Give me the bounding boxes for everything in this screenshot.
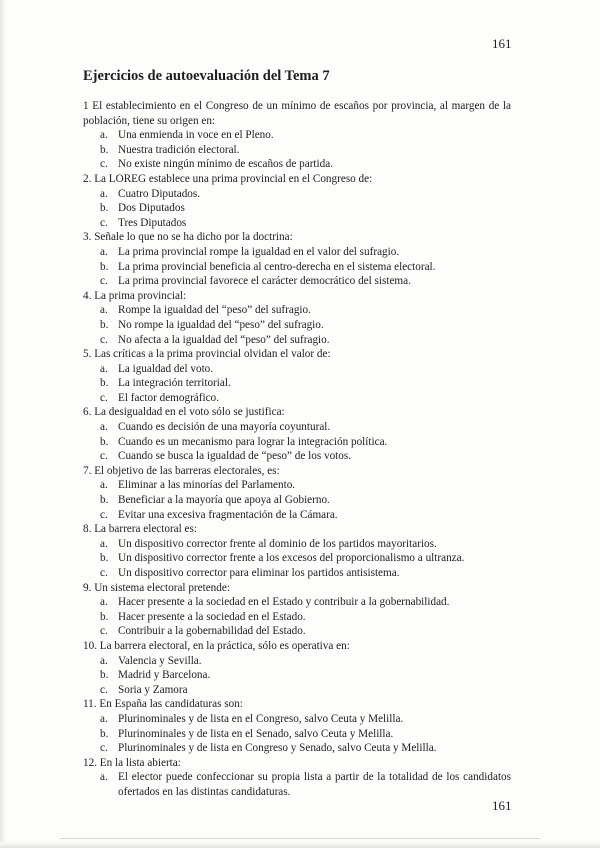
question-item: [83, 581, 511, 639]
question-item: [83, 405, 511, 463]
answer-option: [83, 449, 511, 464]
option-letter: a.: [100, 421, 108, 434]
question-text: 12. En la lista abierta:: [83, 756, 181, 769]
option-text: Cuando es decisión de una mayoría coyuntural.: [118, 421, 331, 434]
answer-option: [83, 333, 511, 348]
question-text: 9. Un sistema electoral pretende:: [83, 581, 230, 594]
page-number-bottom: 161: [492, 798, 512, 813]
answer-options: [83, 595, 511, 639]
answer-option: [83, 624, 511, 639]
option-text: Evitar una excesiva fragmentación de la Cámara.: [118, 508, 338, 521]
answer-options: [83, 187, 511, 231]
option-text: El factor demográfico.: [118, 391, 219, 404]
option-letter: c.: [100, 742, 108, 755]
answer-option: [83, 318, 511, 333]
option-letter: b.: [100, 727, 109, 740]
question-item: [83, 289, 511, 347]
answer-options: [83, 712, 511, 756]
option-text: Un dispositivo corrector para eliminar los partidos antisistema.: [118, 567, 400, 579]
option-letter: a.: [100, 771, 108, 784]
answer-option: [83, 420, 511, 435]
option-text: Beneficiar a la mayoría que apoya al Gobierno.: [118, 494, 330, 507]
option-letter: a.: [100, 362, 108, 375]
option-text: La integración territorial.: [118, 377, 231, 390]
question-item: [83, 639, 511, 697]
option-letter: a.: [100, 187, 108, 200]
option-letter: b.: [100, 143, 109, 156]
option-letter: a.: [100, 654, 108, 667]
answer-options: [83, 537, 511, 581]
option-letter: b.: [100, 435, 109, 448]
answer-option: [83, 376, 511, 391]
question-text: 1 El establecimiento en el Congreso de un mínimo de escaños por provincia, al margen de la población, tiene su origen en:: [83, 100, 511, 127]
answer-option: [83, 770, 511, 799]
option-letter: a.: [100, 712, 108, 725]
option-letter: a.: [100, 537, 108, 550]
option-letter: c.: [100, 275, 108, 288]
answer-option: [83, 245, 511, 260]
option-letter: b.: [100, 377, 109, 390]
question-text: 5. Las críticas a la prima provincial olvidan el valor de:: [83, 348, 331, 361]
answer-option: [83, 435, 511, 450]
option-text: Plurinominales y de lista en el Senado, salvo Ceuta y Melilla.: [118, 727, 394, 740]
question-text: 11. En España las candidaturas son:: [83, 698, 243, 711]
option-letter: a.: [100, 129, 108, 142]
answer-option: [83, 274, 511, 289]
answer-option: [83, 654, 511, 669]
answer-options: [83, 128, 511, 172]
option-text: No rompe la igualdad del “peso” del sufragio.: [118, 318, 324, 331]
scan-artifact-line: [60, 838, 540, 839]
answer-option: [83, 508, 511, 523]
option-letter: c.: [100, 508, 108, 521]
option-text: Cuando se busca la igualdad de “peso” de los votos.: [118, 450, 352, 463]
option-letter: b.: [100, 494, 109, 507]
option-text: Una enmienda in voce en el Pleno.: [118, 129, 274, 142]
answer-option: [83, 683, 511, 698]
option-text: Hacer presente a la sociedad en el Estado.: [118, 610, 306, 623]
option-letter: b.: [100, 202, 109, 215]
page-number-top: 161: [492, 36, 512, 51]
answer-options: [83, 770, 511, 799]
answer-option: [83, 201, 511, 216]
option-text: La prima provincial favorece el carácter democrático del sistema.: [118, 275, 411, 288]
question-item: [83, 230, 511, 288]
option-text: No existe ningún mínimo de escaños de partida.: [118, 158, 333, 171]
option-letter: c.: [100, 683, 108, 696]
option-text: No afecta a la igualdad del “peso” del sufragio.: [118, 333, 330, 346]
option-letter: c.: [100, 216, 108, 229]
option-letter: b.: [100, 669, 109, 682]
page-title: Ejercicios de autoevaluación del Tema 7: [83, 68, 330, 84]
option-text: Hacer presente a la sociedad en el Estado y contribuir a la gobernabilidad.: [118, 596, 450, 609]
option-letter: b.: [100, 552, 109, 565]
option-letter: a.: [100, 479, 108, 492]
answer-option: [83, 595, 511, 610]
answer-option: [83, 668, 511, 683]
answer-option: [83, 566, 511, 581]
question-text: 8. La barrera electoral es:: [83, 523, 197, 536]
option-text: La prima provincial beneficia al centro-derecha en el sistema electoral.: [118, 260, 436, 273]
option-text: Un dispositivo corrector frente a los excesos del proporcionalismo a ultranza.: [118, 552, 465, 565]
option-text: Nuestra tradición electoral.: [118, 143, 240, 156]
answer-option: [83, 551, 511, 566]
answer-option: [83, 216, 511, 231]
option-text: Cuando es un mecanismo para lograr la integración política.: [118, 435, 388, 448]
question-text: 10. La barrera electoral, en la práctica, sólo es operativa en:: [83, 639, 350, 652]
option-letter: b.: [100, 610, 109, 623]
question-item: [83, 172, 511, 230]
option-text: Valencia y Sevilla.: [118, 654, 202, 667]
answer-option: [83, 391, 511, 406]
option-letter: b.: [100, 318, 109, 331]
option-text: Tres Diputados: [118, 216, 187, 229]
answer-option: [83, 143, 511, 158]
answer-option: [83, 610, 511, 625]
answer-option: [83, 478, 511, 493]
option-letter: c.: [100, 391, 108, 404]
question-text: 6. La desigualdad en el voto sólo se justifica:: [83, 406, 285, 419]
answer-option: [83, 260, 511, 275]
answer-options: [83, 303, 511, 347]
option-text: Rompe la igualdad del “peso” del sufragio.: [118, 304, 311, 317]
answer-option: [83, 741, 511, 756]
answer-option: [83, 712, 511, 727]
option-text: Cuatro Diputados.: [118, 187, 201, 200]
question-item: [83, 756, 511, 800]
question-item: [83, 697, 511, 755]
answer-options: [83, 478, 511, 522]
page-left-shadow: [0, 0, 6, 848]
option-letter: c.: [100, 158, 108, 171]
answer-options: [83, 420, 511, 464]
option-text: La igualdad del voto.: [118, 362, 214, 375]
option-letter: b.: [100, 260, 109, 273]
option-text: Plurinominales y de lista en Congreso y Senado, salvo Ceuta y Melilla.: [118, 742, 437, 755]
option-text: Un dispositivo corrector frente al dominio de los partidos mayoritarios.: [118, 537, 437, 550]
answer-option: [83, 303, 511, 318]
option-letter: c.: [100, 450, 108, 463]
question-item: [83, 522, 511, 580]
option-letter: c.: [100, 625, 108, 638]
question-text: 4. La prima provincial:: [83, 289, 187, 302]
option-text: Soria y Zamora: [118, 683, 188, 696]
question-list: [83, 99, 511, 800]
option-text: Eliminar a las minorías del Parlamento.: [118, 479, 296, 492]
option-letter: a.: [100, 245, 108, 258]
option-text: Contribuir a la gobernabilidad del Estado.: [118, 625, 306, 638]
answer-options: [83, 654, 511, 698]
answer-option: [83, 537, 511, 552]
answer-option: [83, 727, 511, 742]
page-bottom-shadow: [0, 842, 600, 848]
option-text: Dos Diputados: [118, 202, 185, 215]
answer-option: [83, 128, 511, 143]
option-text: Madrid y Barcelona.: [118, 669, 211, 682]
option-letter: c.: [100, 567, 108, 579]
option-text: Plurinominales y de lista en el Congreso, salvo Ceuta y Melilla.: [118, 712, 404, 725]
question-item: [83, 347, 511, 405]
question-text: 2. La LOREG establece una prima provincial en el Congreso de:: [83, 172, 373, 185]
answer-option: [83, 187, 511, 202]
question-text: 3. Señale lo que no se ha dicho por la doctrina:: [83, 231, 293, 244]
question-item: [83, 99, 511, 172]
option-letter: a.: [100, 596, 108, 609]
option-letter: c.: [100, 333, 108, 346]
question-item: [83, 464, 511, 522]
answer-options: [83, 245, 511, 289]
option-text: La prima provincial rompe la igualdad en el valor del sufragio.: [118, 245, 400, 258]
option-letter: a.: [100, 304, 108, 317]
answer-option: [83, 493, 511, 508]
option-text: El elector puede confeccionar su propia lista a partir de la totalidad de los candidatos ofertados en las distintas candidaturas.: [118, 771, 511, 798]
question-text: 7. El objetivo de las barreras electorales, es:: [83, 464, 280, 477]
answer-option: [83, 157, 511, 172]
answer-options: [83, 362, 511, 406]
answer-option: [83, 362, 511, 377]
